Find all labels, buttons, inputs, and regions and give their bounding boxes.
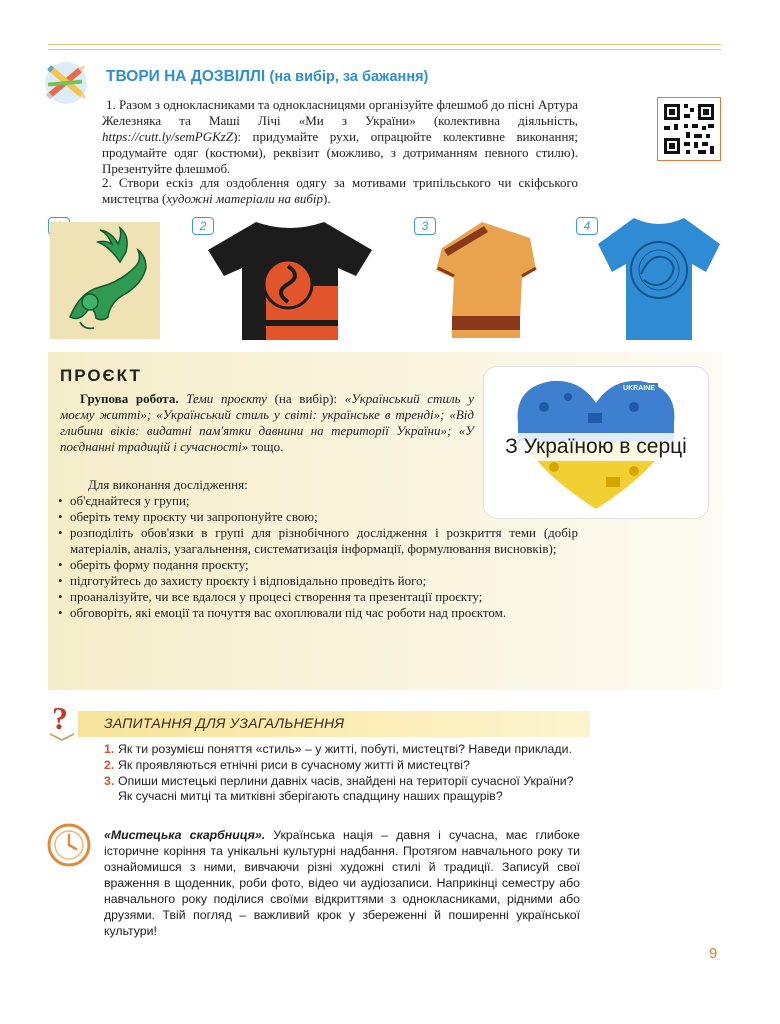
research-steps — [58, 493, 578, 621]
task-1 — [102, 97, 578, 177]
list-item: • підготуйтесь до захисту проєкту і відповідально проведіть його; — [58, 573, 578, 589]
black-tshirt-image — [206, 220, 374, 342]
questions-title: ЗАПИТАННЯ ДЛЯ УЗАГАЛЬНЕННЯ — [104, 715, 345, 731]
themes-label: Теми проєкту — [186, 391, 267, 406]
question-item — [104, 742, 580, 757]
question-text: Опиши мистецькі перлини давніх часів, знайдені на території сучасної України? Як сучасні митці та митківні зберігають спадщину наших пращурів? — [118, 774, 574, 803]
list-item: • оберіть тему проєкту чи запропонуйте свою; — [58, 509, 578, 525]
question-text: Як проявляються етнічні риси в сучасному житті й мистецтві? — [118, 758, 470, 772]
art-tools-icon — [40, 56, 92, 110]
project-heading: ПРОЄКТ — [60, 366, 142, 385]
clock-icon — [47, 823, 91, 867]
question-number: 3. — [104, 774, 115, 788]
task1-rest: ): придумайте рухи, опрацюйте колективне виконання; продумайте одяг (костюми), реквізит (можливо, з дотриманням певного стилю). Презентуйте флешмоб. — [102, 129, 578, 176]
task2-lead: 2. Створи ескіз для оздоблення одягу за мотивами трипільського чи скіфського мистецтва ( — [102, 175, 578, 206]
page-number: 9 — [709, 945, 718, 962]
research-intro: Для виконання дослідження: — [88, 477, 248, 492]
themes-etc: тощо. — [251, 439, 284, 454]
top-rule-2 — [48, 49, 721, 50]
qr-code[interactable] — [657, 97, 721, 161]
questions-list — [104, 742, 580, 804]
image-number-2: 2 — [192, 217, 214, 235]
task-2 — [102, 175, 578, 207]
task2-end: ). — [323, 191, 331, 206]
song-link[interactable]: https://cutt.ly/semPGKzZ — [102, 129, 234, 144]
blue-tshirt-image — [596, 214, 722, 342]
image-number-4: 4 — [576, 217, 598, 235]
project-intro — [60, 391, 474, 455]
question-number: 2. — [104, 758, 115, 772]
deer-ornament-image — [50, 222, 160, 339]
list-item: • розподіліть обов'язки в групі для різнобічного дослідження і розкриття теми (добір матеріалів, аналіз, узагальнення, систематизація інформації, формулювання висновків); — [58, 525, 578, 557]
orange-blouse-image — [432, 218, 540, 342]
treasury-text: Українська нація – давня і сучасна, має глибоке історичне коріння та унікальні культурні надбання. Протягом навчального року ти ознайомишся з ними, вивчаючи різні художні стилі й традиції. Записуй свої враження в щоденник, роби фото, відео чи аудіозаписи. Наприкінці семестру або навчального року поділися своїми відкриттями з однокласниками, рідними або друзями. Твій погляд – важливий крок у збереженні й поширенні української культури! — [104, 828, 581, 938]
heart-caption: З Україною в серці — [494, 433, 698, 461]
leisure-subtitle: (на вибір, за бажання) — [269, 69, 429, 85]
treasury-paragraph — [104, 827, 580, 939]
themes-choice: (на вибір): — [274, 391, 338, 406]
task2-materials: художні матеріали на вибір — [166, 191, 323, 206]
research-intro-line — [60, 477, 580, 493]
image-number-3: 3 — [414, 217, 436, 235]
leisure-title: ТВОРИ НА ДОЗВІЛЛІ — [106, 68, 266, 85]
top-rule — [48, 44, 721, 45]
question-number: 1. — [104, 742, 115, 756]
question-text: Як ти розумієш поняття «стиль» – у житті, побуті, мистецтві? Наведи приклади. — [118, 742, 572, 756]
treasury-title: «Мистецька скарбниця». — [104, 828, 266, 842]
list-item: • обговоріть, які емоції та почуття вас охоплювали під час роботи над проєктом. — [58, 605, 578, 621]
heart-badge: UKRAINE — [623, 385, 655, 392]
question-icon — [44, 699, 78, 741]
question-item — [104, 774, 580, 804]
themes-list: «Український стиль у моєму житті»; «Український стиль у світі: українське в тренді»; «Від глибини віків: видатні пам'ятки давнини на території України»; «У поєднанні традицій і сучасності» — [60, 391, 474, 454]
question-item — [104, 758, 580, 773]
leisure-title-line — [106, 68, 428, 86]
list-item: • проаналізуйте, чи все вдалося у процесі створення та презентації проєкту; — [58, 589, 578, 605]
group-work-label: Групова робота. — [80, 391, 179, 406]
list-item: • об'єднайтеся у групи; — [58, 493, 578, 509]
list-item: • оберіть форму подання проєкту; — [58, 557, 578, 573]
task1-lead: 1. Разом з однокласниками та однокласницями організуйте флешмоб до пісні Артура Железняка та Маші Лічі «Ми з України» (колективна діяльність, — [102, 97, 578, 128]
svg-text:?: ? — [52, 700, 68, 736]
